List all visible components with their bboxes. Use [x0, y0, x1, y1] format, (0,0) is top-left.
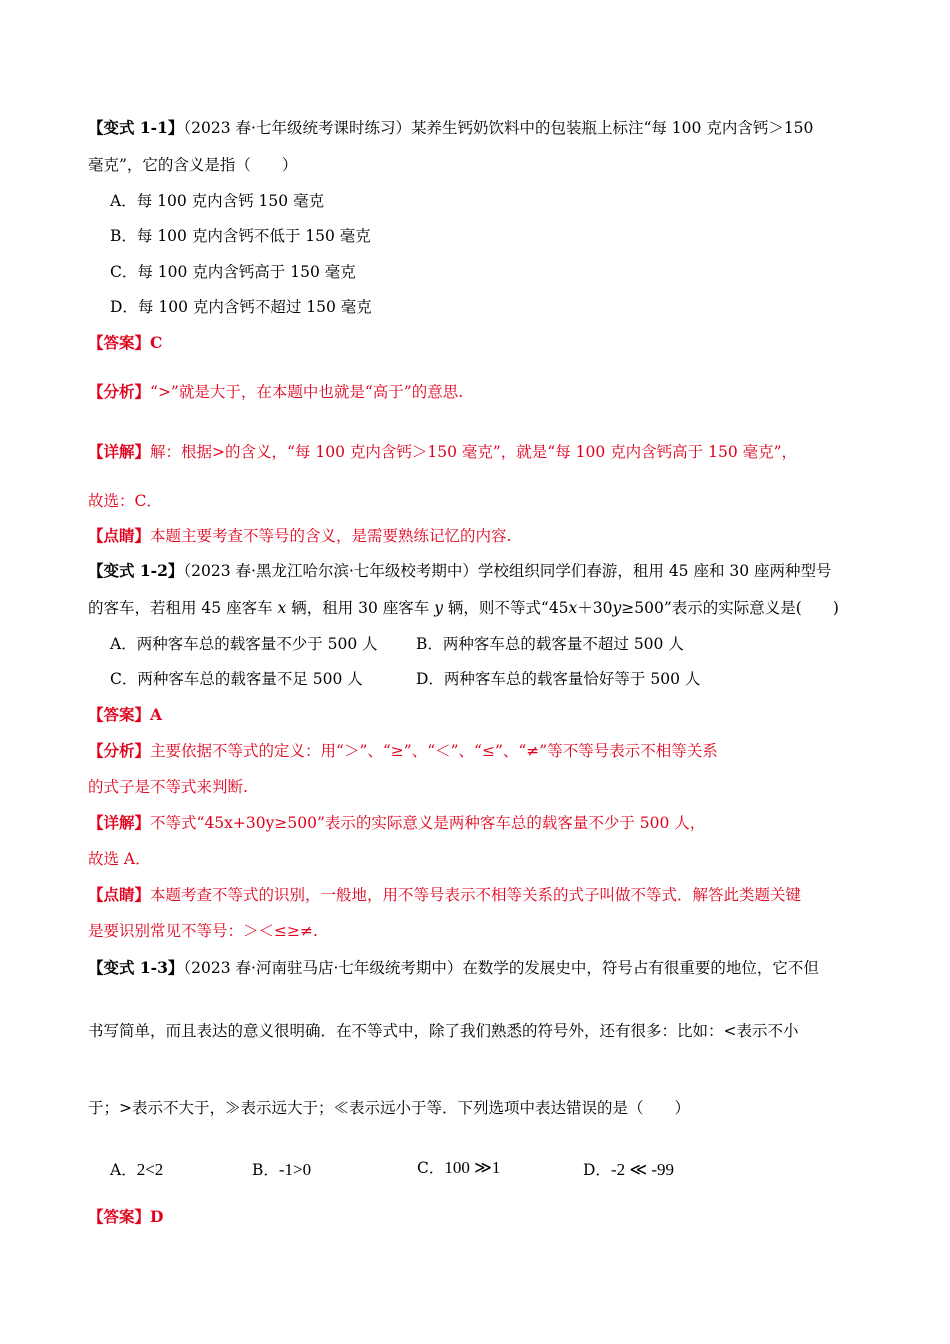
- v11-analysis: 【分析】“>”就是大于，在本题中也就是“高于”的意思.: [88, 382, 464, 401]
- v12-stem-line2: 的客车，若租用 45 座客车 x 辆，租用 30 座客车 y 辆，则不等式“45x＋30y≥500”表示的实际意义是( ): [88, 599, 839, 617]
- v11-option-d: D．每 100 克内含钙不超过 150 毫克: [110, 298, 372, 316]
- v11-answer: 【答案】C: [88, 333, 163, 352]
- v11-detail-line2: 故选：C．: [88, 492, 162, 510]
- v12-answer: 【答案】A: [88, 705, 163, 724]
- v11-tag: 【变式 1-1】: [88, 118, 184, 137]
- v12-option-a: A．两种客车总的载客量不少于 500 人: [110, 635, 378, 653]
- v11-comment: 【点睛】本题主要考查不等号的含义，是需要熟练记忆的内容.: [88, 526, 512, 545]
- v11-stem-line1: 【变式 1-1】（2023 春·七年级统考课时练习）某养生钙奶饮料中的包装瓶上标注“每 100 克内含钙＞150: [88, 118, 814, 137]
- v13-stem-line1: 【变式 1-3】（2023 春·河南驻马店·七年级统考期中）在数学的发展史中，符号占有很重要的地位，它不但: [88, 958, 819, 977]
- v12-analysis-line1: 【分析】主要依据不等式的定义：用“＞”、“≥”、“＜”、“≤”、“≠”等不等号表示不相等关系: [88, 741, 718, 760]
- v13-option-b: B．-1>0: [252, 1160, 312, 1179]
- v11-detail-line1: 【详解】解：根据>的含义，“每 100 克内含钙＞150 毫克”，就是“每 100 克内含钙高于 150 毫克”，: [88, 442, 798, 461]
- v13-tag: 【变式 1-3】: [88, 958, 184, 977]
- v12-option-b: B．两种客车总的载客量不超过 500 人: [416, 635, 684, 653]
- v11-stem-line2: 毫克”，它的含义是指（ ）: [88, 156, 298, 174]
- v13-option-d: D．-2 ≪ -99: [583, 1160, 675, 1179]
- v12-comment-line1: 【点睛】本题考查不等式的识别，一般地，用不等号表示不相等关系的式子叫做不等式．解答此类题关键: [88, 885, 802, 904]
- v12-analysis-line2: 的式子是不等式来判断.: [88, 778, 248, 796]
- v13-option-c: C．100 ≫1: [417, 1158, 501, 1177]
- v13-option-a: A．2<2: [110, 1160, 164, 1179]
- v13-answer: 【答案】D: [88, 1207, 164, 1226]
- v11-option-a: A．每 100 克内含钙 150 毫克: [110, 192, 325, 210]
- v13-stem-line2: 书写简单，而且表达的意义很明确．在不等式中，除了我们熟悉的符号外，还有很多：比如：<表示不小: [88, 1022, 799, 1040]
- v11-option-c: C．每 100 克内含钙高于 150 毫克: [110, 263, 356, 281]
- v12-tag: 【变式 1-2】: [88, 561, 184, 580]
- v12-detail-line2: 故选 A．: [88, 850, 151, 868]
- v12-option-d: D．两种客车总的载客量恰好等于 500 人: [416, 670, 701, 688]
- v12-detail-line1: 【详解】不等式“45x+30y≥500”表示的实际意义是两种客车总的载客量不少于 500 人，: [88, 813, 706, 832]
- v11-option-b: B．每 100 克内含钙不低于 150 毫克: [110, 227, 371, 245]
- v13-stem-line3: 于；>表示不大于，≫表示远大于；≪表示远小于等．下列选项中表达错误的是（ ）: [88, 1099, 690, 1117]
- v12-stem-line1: 【变式 1-2】（2023 春·黑龙江哈尔滨·七年级校考期中）学校组织同学们春游，租用 45 座和 30 座两种型号: [88, 561, 832, 580]
- v12-comment-line2: 是要识别常见不等号：＞＜≤≥≠.: [88, 922, 318, 940]
- v12-option-c: C．两种客车总的载客量不足 500 人: [110, 670, 363, 688]
